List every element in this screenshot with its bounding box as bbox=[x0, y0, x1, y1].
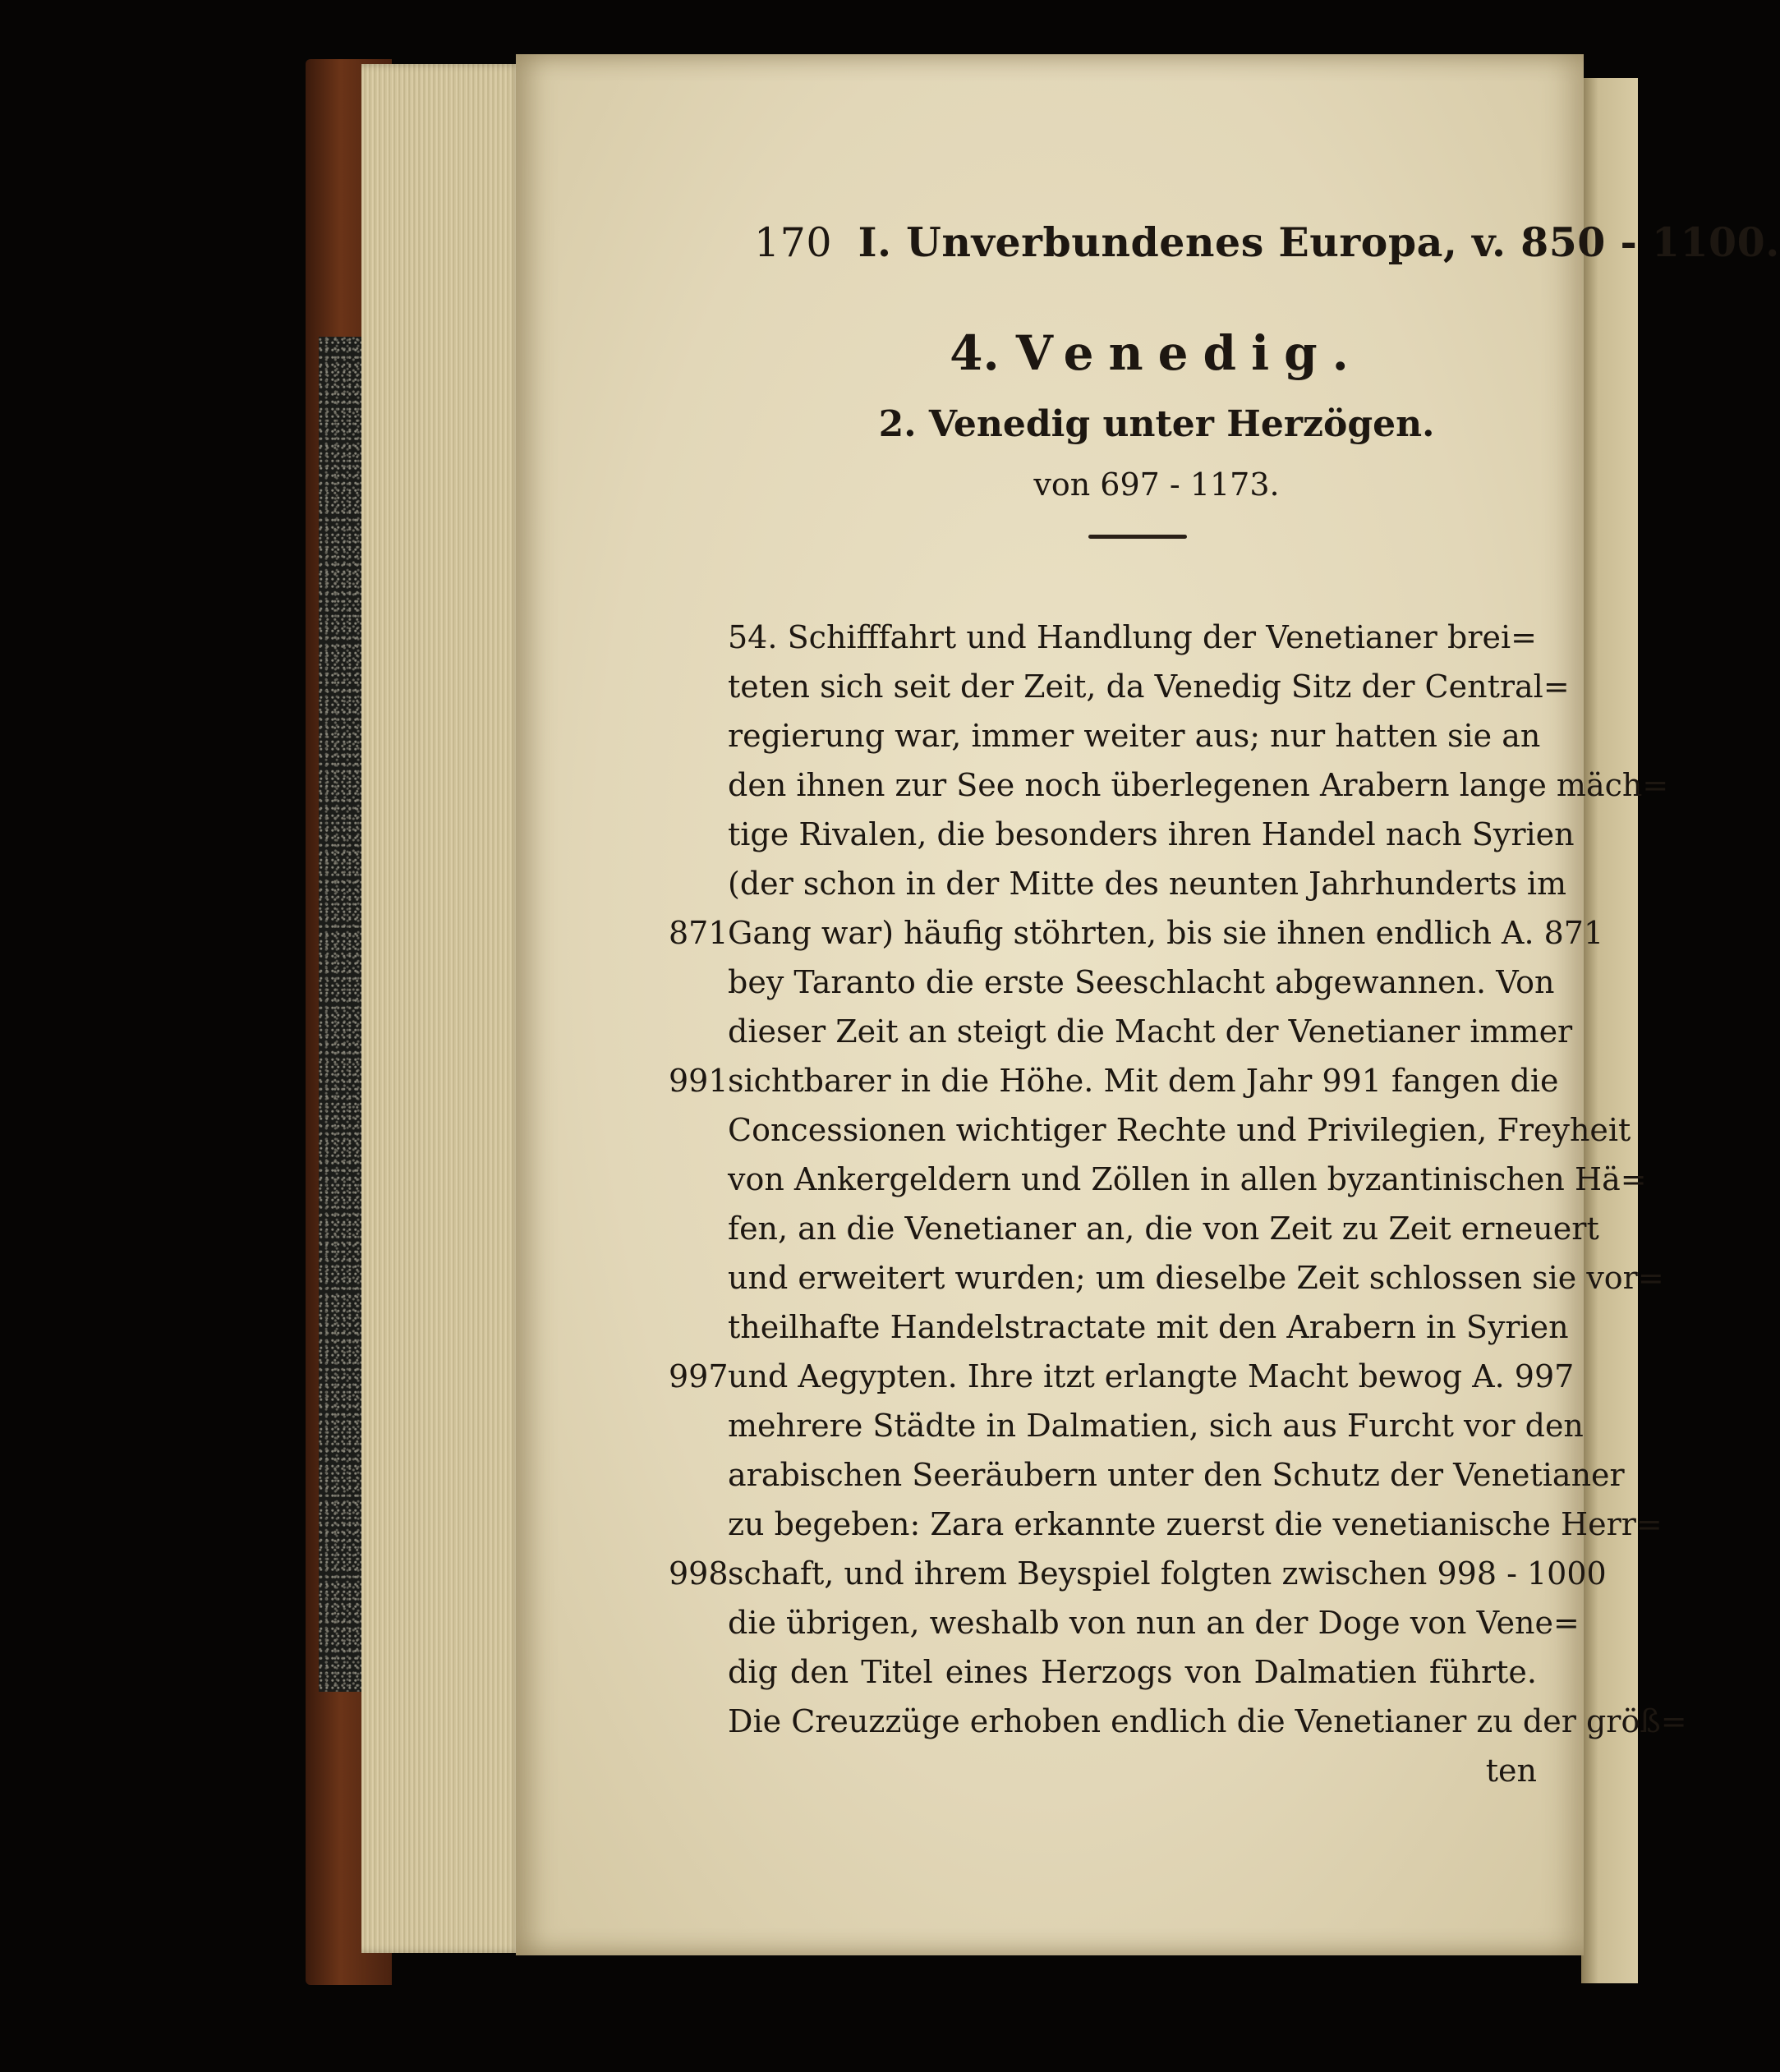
line-text: (der schon in der Mitte des neunten Jahrhunderts im bbox=[728, 866, 1567, 902]
line-text: dig den Titel eines Herzogs von Dalmatien führte. bbox=[728, 1654, 1537, 1690]
subsection-title: 2. Venedig unter Herzögen. bbox=[878, 403, 1435, 445]
text-line bbox=[669, 1549, 1607, 1598]
line-text: tige Rivalen, die besonders ihren Handel nach Syrien bbox=[728, 816, 1575, 852]
text-line bbox=[728, 613, 1537, 662]
text-line bbox=[728, 1253, 1664, 1302]
page-number: 170 bbox=[754, 219, 833, 266]
page-edges bbox=[361, 64, 522, 1953]
text-line bbox=[728, 1105, 1631, 1155]
section-title bbox=[516, 325, 1690, 381]
line-text: Die Creuzzüge erhoben endlich die Venetianer zu der größ= bbox=[728, 1703, 1687, 1739]
text-line bbox=[728, 1500, 1663, 1549]
text-line bbox=[728, 1647, 1537, 1697]
text-line bbox=[728, 958, 1555, 1007]
line-text: teten sich seit der Zeit, da Venedig Sitz der Central= bbox=[728, 668, 1570, 705]
body-text bbox=[669, 613, 1687, 1795]
text-line bbox=[728, 1204, 1599, 1253]
text-line bbox=[669, 1056, 1559, 1105]
line-text: regierung war, immer weiter aus; nur hatten sie an bbox=[728, 718, 1541, 754]
line-text: arabischen Seeräubern unter den Schutz der Venetianer bbox=[728, 1457, 1625, 1493]
text-line bbox=[669, 908, 1604, 958]
text-line bbox=[728, 810, 1575, 859]
page-content bbox=[516, 54, 1780, 1955]
book-page bbox=[516, 54, 1780, 1955]
line-text: 54. Schifffahrt und Handlung der Venetianer brei= bbox=[728, 619, 1537, 655]
line-text: die übrigen, weshalb von nun an der Doge von Vene= bbox=[728, 1605, 1580, 1641]
margin-year: 998 bbox=[669, 1555, 729, 1592]
line-text: den ihnen zur See noch überlegenen Arabern lange mäch= bbox=[728, 767, 1669, 803]
line-text: Concessionen wichtiger Rechte und Privilegien, Freyheit bbox=[728, 1112, 1631, 1148]
text-line bbox=[728, 1401, 1584, 1450]
text-line bbox=[728, 760, 1669, 810]
text-line bbox=[728, 711, 1541, 760]
line-text: dieser Zeit an steigt die Macht der Venetianer immer bbox=[728, 1013, 1573, 1050]
line-text: von Ankergeldern und Zöllen in allen byzantinischen Hä= bbox=[728, 1161, 1647, 1197]
running-title: I. Unverbundenes Europa, v. 850 - 1100. bbox=[858, 218, 1780, 266]
section-name: Venedig. bbox=[1015, 325, 1364, 381]
ornamental-rule bbox=[1088, 535, 1187, 539]
text-line bbox=[728, 859, 1567, 908]
line-text: bey Taranto die erste Seeschlacht abgewannen. Von bbox=[728, 964, 1555, 1000]
text-line bbox=[728, 1598, 1580, 1647]
catchword-line bbox=[728, 1746, 1537, 1795]
catchword: ten bbox=[1485, 1753, 1537, 1789]
line-text: Gang war) häufig stöhrten, bis sie ihnen endlich A. 871 bbox=[728, 915, 1604, 951]
margin-year: 991 bbox=[669, 1063, 729, 1099]
line-text: und Aegypten. Ihre itzt erlangte Macht bewog A. 997 bbox=[728, 1358, 1575, 1394]
text-line bbox=[728, 1450, 1625, 1500]
line-text: fen, an die Venetianer an, die von Zeit zu Zeit erneuert bbox=[728, 1211, 1599, 1247]
text-line bbox=[728, 1302, 1569, 1352]
margin-year: 871 bbox=[669, 915, 729, 951]
text-line bbox=[728, 662, 1570, 711]
line-text: schaft, und ihrem Beyspiel folgten zwischen 998 - 1000 bbox=[728, 1555, 1607, 1592]
margin-year: 997 bbox=[669, 1358, 729, 1394]
text-line bbox=[728, 1007, 1573, 1056]
line-text: mehrere Städte in Dalmatien, sich aus Furcht vor den bbox=[728, 1408, 1584, 1444]
date-range: von 697 - 1173. bbox=[1033, 466, 1280, 503]
section-number: 4. bbox=[950, 325, 1000, 381]
line-text: zu begeben: Zara erkannte zuerst die venetianische Herr= bbox=[728, 1506, 1663, 1542]
text-line bbox=[728, 1155, 1647, 1204]
text-line bbox=[669, 1352, 1575, 1401]
line-text: theilhafte Handelstractate mit den Arabern in Syrien bbox=[728, 1309, 1569, 1345]
line-text: und erweitert wurden; um dieselbe Zeit schlossen sie vor= bbox=[728, 1260, 1664, 1296]
line-text: sichtbarer in die Höhe. Mit dem Jahr 991 fangen die bbox=[728, 1063, 1559, 1099]
text-line bbox=[728, 1697, 1687, 1746]
running-header bbox=[754, 218, 1780, 266]
